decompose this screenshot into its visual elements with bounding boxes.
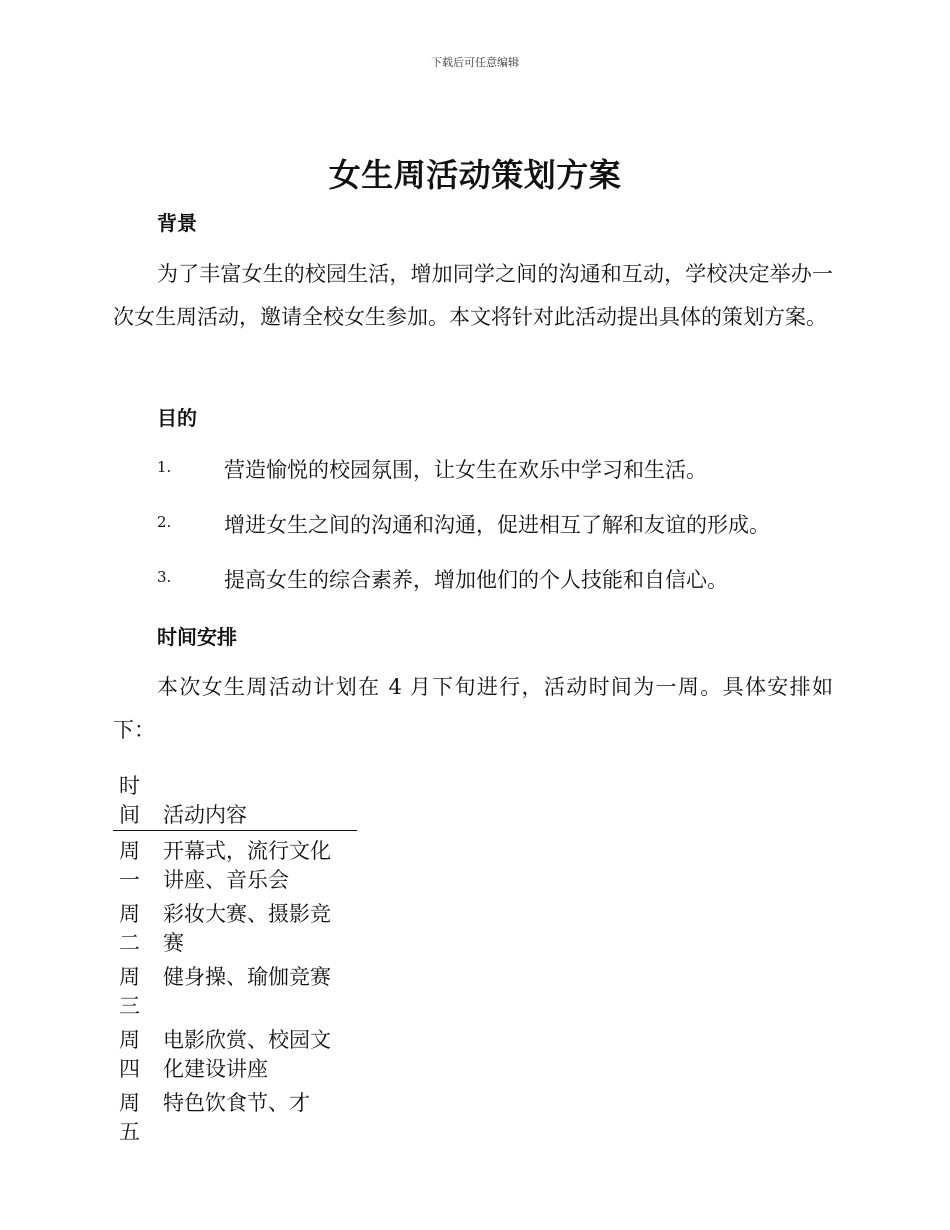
table-cell-day: 周五	[119, 1091, 140, 1144]
paragraph-background: 为了丰富女生的校园生活，增加同学之间的沟通和互动，学校决定举办一次女生周活动，邀请全校女生参加。本文将针对此活动提出具体的策划方案。	[113, 262, 833, 329]
table-cell-day: 周一	[119, 839, 140, 892]
table-row	[113, 896, 357, 959]
table-cell-activity: 特色饮食节、才	[163, 1091, 310, 1115]
table-row	[113, 1085, 357, 1148]
table-cell-activity: 开幕式，流行文化讲座、音乐会	[163, 839, 331, 892]
column-header-time: 时间	[119, 774, 140, 827]
table-cell-day: 周四	[119, 1028, 140, 1081]
list-item	[113, 564, 833, 594]
table-header-row	[113, 772, 357, 831]
table-cell-activity: 健身操、瑜伽竞赛	[163, 965, 331, 989]
list-item	[113, 454, 833, 484]
table-row	[113, 831, 357, 897]
list-number: 1.	[157, 458, 172, 476]
table-row	[113, 959, 357, 1022]
list-number: 2.	[157, 513, 172, 531]
list-text: 增进女生之间的沟通和沟通，促进相互了解和友谊的形成。	[224, 513, 770, 537]
paragraph-schedule: 本次女生周活动计划在 4 月下旬进行，活动时间为一周。具体安排如下：	[113, 675, 833, 742]
table-cell-activity: 电影欣赏、校园文化建设讲座	[163, 1028, 331, 1081]
list-number: 3.	[157, 568, 172, 586]
table-cell-day: 周三	[119, 965, 140, 1018]
document-title: 女生周活动策划方案	[328, 156, 622, 194]
heading-purpose: 目的	[157, 406, 197, 430]
table-row	[113, 1022, 357, 1085]
column-header-content: 活动内容	[163, 803, 247, 827]
header-note: 下载后可任意编辑	[431, 56, 519, 69]
table-cell-day: 周二	[119, 902, 140, 955]
heading-background: 背景	[157, 211, 197, 235]
table-cell-activity: 彩妆大赛、摄影竞赛	[163, 902, 331, 955]
list-text: 提高女生的综合素养，增加他们的个人技能和自信心。	[224, 568, 728, 592]
heading-schedule: 时间安排	[157, 625, 237, 649]
list-text: 营造愉悦的校园氛围，让女生在欢乐中学习和生活。	[224, 458, 707, 482]
list-item	[113, 509, 833, 539]
schedule-table	[113, 772, 357, 1148]
